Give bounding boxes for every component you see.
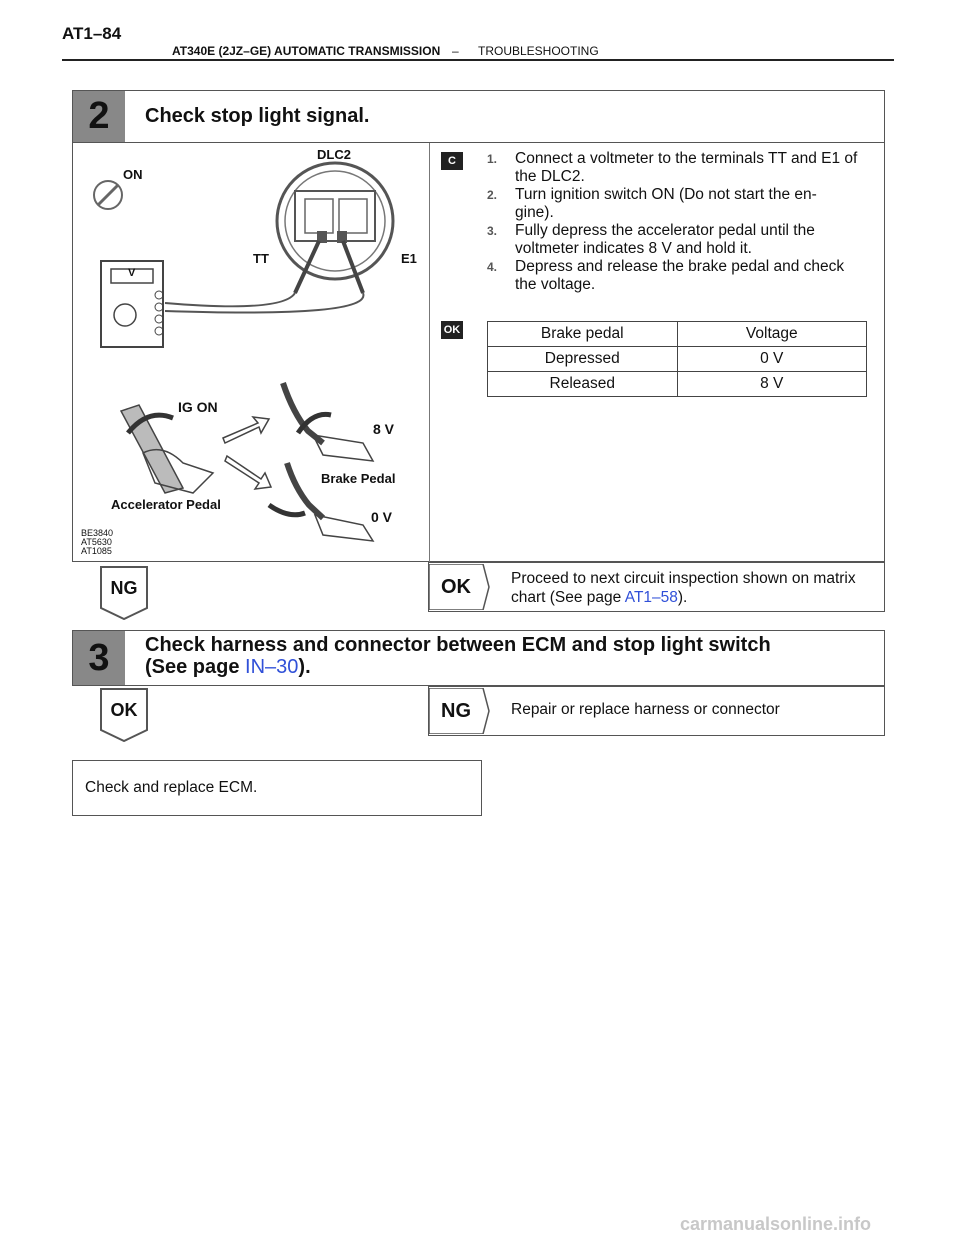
brake-pedal-label: Brake Pedal — [321, 471, 396, 486]
e1-label: E1 — [401, 251, 417, 266]
page-number: AT1–84 — [62, 24, 122, 43]
ng-label: NG — [110, 578, 138, 598]
result-suffix: ). — [677, 589, 688, 606]
table-row — [488, 372, 867, 397]
final-action-box — [72, 760, 482, 816]
instruction-text: Fully depress the accelerator pedal until the voltmeter indicates 8 V and hold it. — [515, 222, 815, 257]
final-action-text: Check and replace ECM. — [85, 779, 258, 796]
ok-label: OK — [441, 576, 471, 598]
0v-label: 0 V — [371, 509, 393, 525]
step3-ok-badge — [100, 688, 148, 742]
instruction-num: 2. — [487, 188, 498, 202]
instruction-num: 1. — [487, 152, 498, 166]
instruction-4 — [487, 258, 859, 294]
instruction-3 — [487, 222, 859, 258]
instruction-num: 4. — [487, 260, 498, 274]
8v-label: 8 V — [373, 421, 395, 437]
instruction-num: 3. — [487, 224, 498, 238]
step3-ng-result-text: Repair or replace harness or connector — [511, 701, 780, 718]
header-title: AT340E (2JZ–GE) AUTOMATIC TRANSMISSION — [172, 44, 441, 58]
check-mark-icon: C — [441, 152, 463, 170]
instruction-1 — [487, 150, 859, 186]
dlc2-label: DLC2 — [317, 147, 351, 162]
ok-label: OK — [110, 700, 138, 720]
step2-ok-result-text — [511, 569, 861, 607]
watermark: carmanualsonline.info — [680, 1214, 872, 1234]
ig-on-label: IG ON — [178, 399, 218, 415]
voltage-table — [487, 321, 867, 397]
meter-label: V — [128, 267, 136, 279]
result-prefix: Proceed to next circuit inspection shown on matrix chart (See page — [511, 570, 856, 606]
table-cell: Released — [488, 372, 678, 397]
step3-title-suffix: ). — [298, 656, 311, 678]
step2-ok-result — [428, 562, 885, 612]
header-section: TROUBLESHOOTING — [478, 44, 599, 58]
instruction-2 — [487, 186, 859, 222]
figure-code-2: AT5630 — [81, 537, 112, 547]
table-cell: Depressed — [488, 347, 678, 372]
ok-arrow-badge — [429, 564, 491, 615]
tt-label: TT — [253, 251, 269, 266]
table-cell: 0 V — [677, 347, 867, 372]
header-separator: – — [452, 44, 459, 58]
page-link-at1-58[interactable]: AT1–58 — [624, 589, 678, 606]
page-link-in-30[interactable]: IN–30 — [245, 656, 299, 678]
step2-divider — [429, 143, 430, 563]
step2-diagram — [73, 143, 429, 561]
ok-mark-icon: OK — [441, 321, 463, 339]
step3-title-line2 — [145, 656, 771, 678]
on-label: ON — [123, 167, 143, 182]
accelerator-pedal-label: Accelerator Pedal — [111, 497, 221, 512]
instruction-text: Depress and release the brake pedal and check the voltage. — [515, 258, 845, 293]
instruction-text: Turn ignition switch ON (Do not start the en- gine). — [515, 186, 817, 221]
step3-title-prefix: (See page — [145, 656, 246, 678]
step2-body — [72, 142, 885, 562]
step3-title — [145, 634, 771, 678]
table-header-cell: Brake pedal — [488, 322, 678, 347]
instruction-text: Connect a voltmeter to the terminals TT and E1 of the DLC2. — [515, 150, 858, 185]
step3-number: 3 — [73, 631, 125, 685]
table-cell: 8 V — [677, 372, 867, 397]
step2-title-bar — [72, 90, 885, 143]
step2-number: 2 — [73, 91, 125, 142]
step3-ng-result — [428, 686, 885, 736]
step2-title: Check stop light signal. — [145, 105, 370, 127]
table-row — [488, 347, 867, 372]
table-header-row — [488, 322, 867, 347]
step2-instructions — [487, 150, 859, 294]
ng-label: NG — [441, 700, 471, 722]
table-header-cell: Voltage — [677, 322, 867, 347]
figure-code-3: AT1085 — [81, 546, 112, 556]
step2-ng-badge — [100, 566, 148, 620]
ng-arrow-badge — [429, 688, 491, 739]
figure-code-1: BE3840 — [81, 528, 114, 538]
step3-title-line1: Check harness and connector between ECM and stop light switch — [145, 634, 771, 656]
step3-title-bar — [72, 630, 885, 686]
header-rule — [62, 59, 894, 61]
